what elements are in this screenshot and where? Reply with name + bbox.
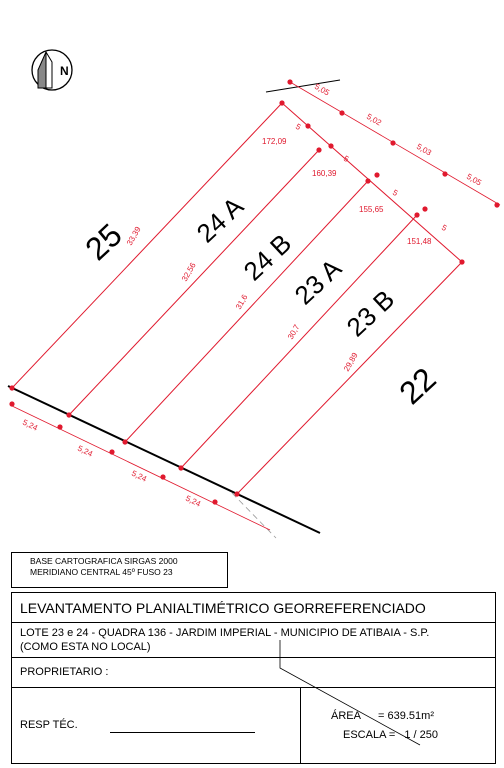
top-frontage-1: 5,05: [313, 81, 331, 98]
inner-seg-1: 5: [294, 121, 303, 132]
inner-seg-2: 5: [342, 153, 351, 164]
scale-value: 1 / 250: [404, 729, 438, 741]
signature-line: [110, 732, 255, 733]
depth-1: 33,39: [124, 225, 143, 247]
lot-label-25: 25: [78, 216, 129, 268]
lot-label-23a: 23 A: [288, 252, 348, 311]
lot-label-23b: 23 B: [340, 283, 401, 343]
angle-3: 155,65: [359, 205, 384, 214]
lot-description-line2: (COMO ESTA NO LOCAL): [20, 641, 151, 653]
lot-description-line1: LOTE 23 e 24 - QUADRA 136 - JARDIM IMPERIAL - MUNICIPIO DE ATIBAIA - S.P.: [20, 627, 430, 639]
depth-5: 29,89: [341, 351, 360, 373]
depth-2: 32,56: [179, 261, 198, 283]
base-line-1: BASE CARTOGRAFICA SIRGAS 2000: [30, 556, 178, 566]
owner-label: PROPRIETARIO :: [20, 666, 109, 678]
resp-label: RESP TÉC.: [20, 719, 78, 731]
scale-label: ESCALA =: [343, 729, 396, 741]
inner-seg-3: 5: [391, 187, 400, 198]
angle-4: 151,48: [407, 237, 432, 246]
bottom-frontage-3: 5,24: [130, 468, 149, 484]
angle-2: 160,39: [312, 169, 337, 178]
survey-title: LEVANTAMENTO PLANIALTIMÉTRICO GEORREFERENCIADO: [20, 600, 426, 616]
lot-label-24a: 24 A: [190, 190, 250, 249]
top-frontage-4: 5,05: [465, 171, 483, 188]
column-divider: [300, 688, 301, 763]
lot-row: [12, 623, 495, 658]
depth-3: 31,6: [233, 293, 250, 311]
north-arrow-icon: [32, 50, 72, 90]
area-field: [331, 710, 434, 722]
area-label: ÁREA: [331, 710, 361, 722]
bottom-frontage-4: 5,24: [184, 493, 203, 509]
lot-boundaries: [12, 103, 462, 494]
top-frontage-2: 5,02: [365, 111, 383, 128]
north-letter: N: [60, 64, 69, 78]
cartographic-base-box: [11, 552, 228, 588]
title-row: [12, 593, 495, 623]
lot-label-24b: 24 B: [237, 227, 298, 287]
lot-description: [20, 626, 429, 654]
scale-field: [343, 729, 438, 741]
bottom-frontage-1: 5,24: [21, 417, 40, 433]
owner-row: [12, 658, 495, 688]
lot-label-22: 22: [392, 360, 443, 412]
angle-1: 172,09: [262, 137, 287, 146]
depth-4: 30,7: [285, 323, 302, 341]
resp-row: [12, 688, 495, 763]
street-edge-line: [8, 386, 320, 533]
inner-seg-4: 5: [440, 222, 449, 233]
survey-points: [9, 79, 499, 504]
top-frontage-3: 5,03: [415, 141, 433, 158]
area-value: = 639.51m²: [378, 710, 434, 722]
base-line-2: MERIDIANO CENTRAL 45º FUSO 23: [30, 567, 173, 577]
bottom-frontage-2: 5,24: [76, 443, 95, 459]
